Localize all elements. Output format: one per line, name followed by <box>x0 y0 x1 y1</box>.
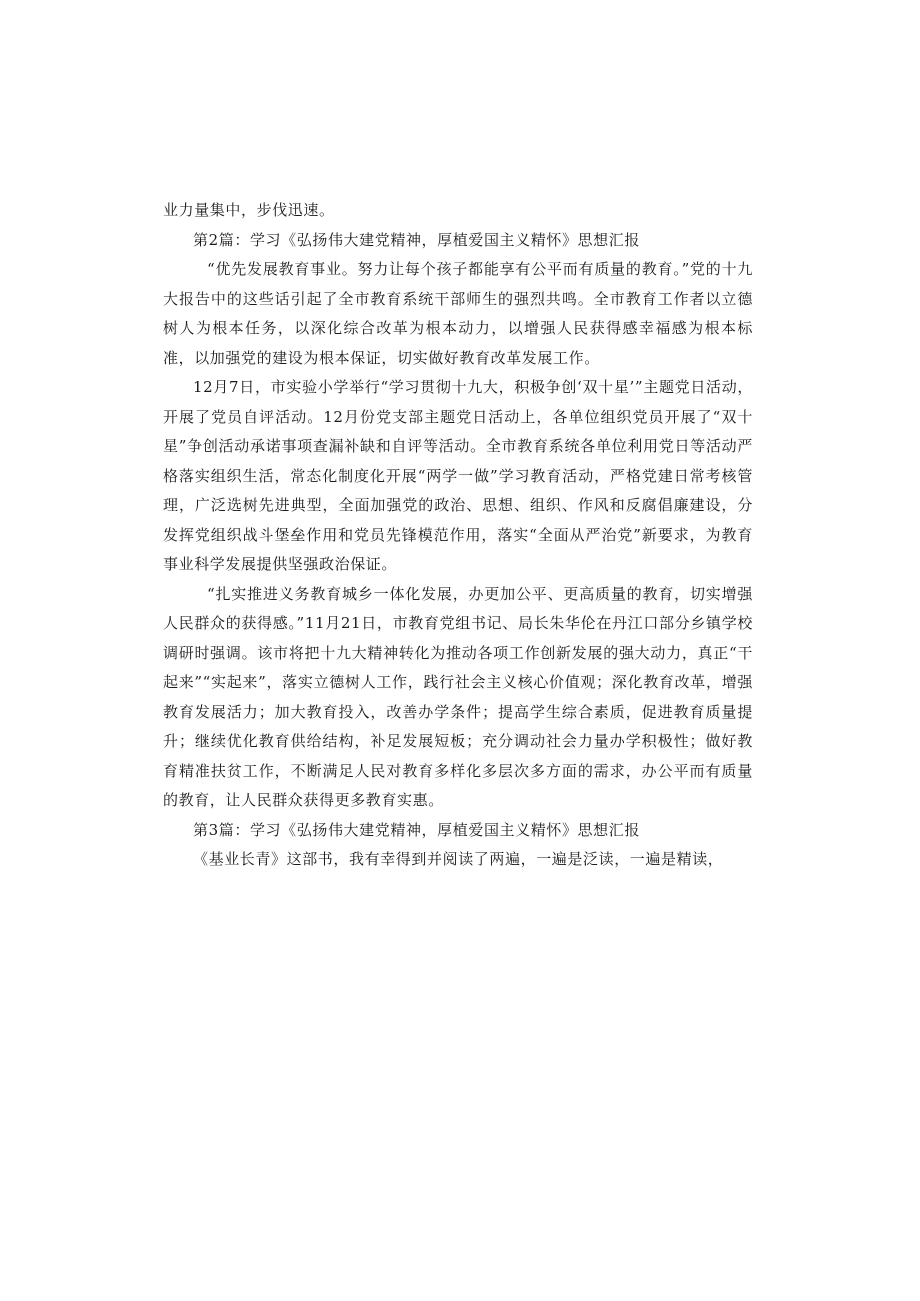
paragraph-quote-education: “优先发展教育事业。努力让每个孩子都能享有公平而有质量的教育。”党的十九大报告中的这些话引起了全市教育系统干部师生的强烈共鸣。全市教育工作者以立德树人为根本任务，以深化综合改革为根本动力，以增强人民获得感幸福感为根本标准，以加强党的建设为根本保证，切实做好教育改革发展工作。 <box>163 260 753 367</box>
paragraph-party-day: 12月7日，市实验小学举行“学习贯彻十九大，积极争创‘双十星’”主题党日活动，开展了党员自评活动。12月份党支部主题党日活动上，各单位组织党员开展了“双十星”争创活动承诺事项查漏补缺和自评等活动。全市教育系统各单位利用党日等活动严格落实组织生活，常态化制度化开展“两学一做”学习教育活动，严格党建日常考核管理，广泛选树先进典型，全面加强党的政治、思想、组织、作风和反腐倡廉建设，分发挥党组织战斗堡垒作用和党员先锋模范作用，落实“全面从严治党”新要求，为教育事业科学发展提供坚强政治保证。 <box>163 378 753 573</box>
document-body <box>163 196 753 875</box>
paragraph-continuation: 业力量集中，步伐迅速。 <box>163 201 335 219</box>
section-heading-3: 第3篇：学习《弘扬伟大建党精神，厚植爱国主义精怀》思想汇报 <box>193 820 640 839</box>
section-heading-2: 第2篇：学习《弘扬伟大建党精神，厚植爱国主义精怀》思想汇报 <box>193 230 640 249</box>
paragraph-rural-education: “扎实推进义务教育城乡一体化发展，办更加公平、更高质量的教育，切实增强人民群众的获得感。”11月21日，市教育党组书记、局长朱华伦在丹江口部分乡镇学校调研时强调。该市将把十九大精神转化为推动各项工作创新发展的强大动力，真正“干起来”“实起来”，落实立德树人工作，践行社会主义核心价值观；深化教育改革，增强教育发展活力；加大教育投入，改善办学条件；提高学生综合素质，促进教育质量提升；继续优化教育供给结构，补足发展短板；充分调动社会力量办学积极性；做好教育精准扶贫工作，不断满足人民对教育多样化多层次多方面的需求，办公平而有质量的教育，让人民群众获得更多教育实惠。 <box>163 584 753 809</box>
paragraph-book-reading: 《基业长青》这部书，我有幸得到并阅读了两遍，一遍是泛读，一遍是精读， <box>193 850 724 868</box>
